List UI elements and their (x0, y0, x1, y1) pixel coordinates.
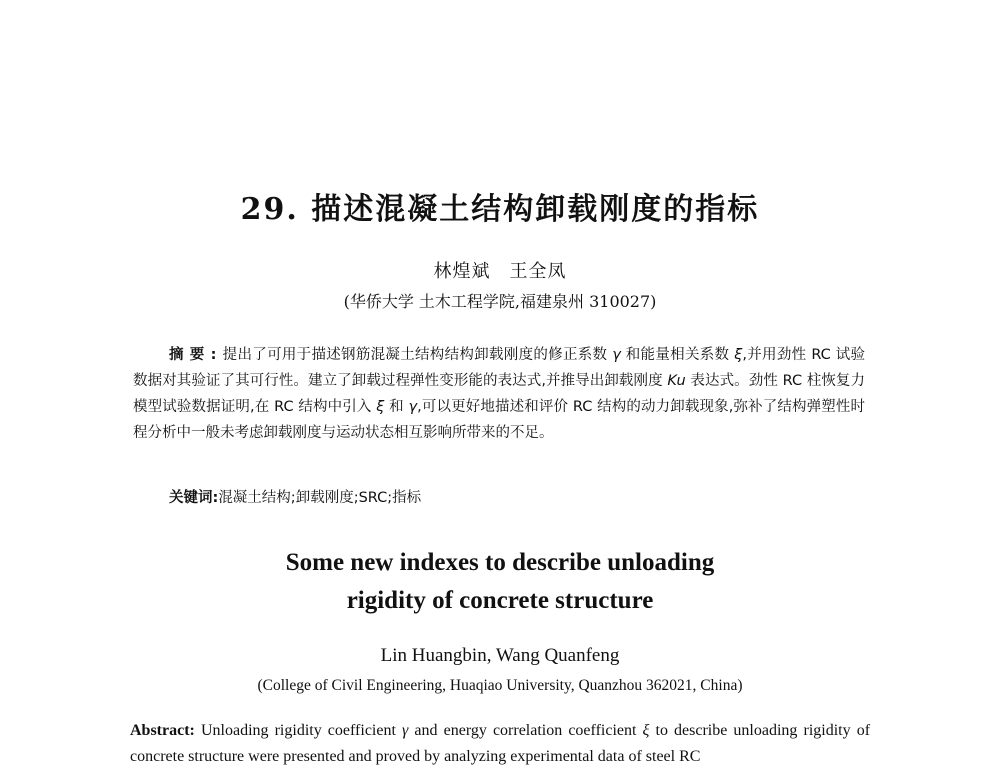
chinese-abstract-label: 摘要: (169, 347, 223, 363)
chinese-abstract-text-4: 表达式。劲性 RC 柱恢复力模型试验数据证明,在 RC 结构中引入 (133, 373, 866, 415)
symbol-xi: ξ (734, 347, 743, 363)
english-abstract (130, 718, 870, 770)
english-symbol-xi: ξ (642, 722, 650, 739)
english-affiliation: (College of Civil Engineering, Huaqiao University, Quanzhou 362021, China) (257, 677, 743, 694)
symbol-xi-2: ξ (376, 399, 385, 415)
chinese-abstract-text-3: ,并用劲性 RC 试验数据对其验证了其可行性。建立了卸载过程弹性变形能的表达式,并推导出卸载刚度 (133, 347, 866, 389)
chinese-title: 29. 描述混凝土结构卸载刚度的指标 (240, 192, 760, 227)
symbol-gamma: γ (612, 347, 621, 363)
english-title (0, 544, 1000, 620)
english-abstract-text-1: Unloading rigidity coefficient (200, 722, 396, 739)
chinese-keywords (169, 485, 869, 511)
english-authors: Lin Huangbin, Wang Quanfeng (380, 645, 620, 666)
english-abstract-text-2: and energy correlation coefficient (414, 722, 637, 739)
english-abstract-label: Abstract: (130, 722, 195, 739)
chinese-affiliation: (华侨大学 土木工程学院,福建泉州 310027) (343, 292, 657, 311)
chinese-keywords-text: 混凝土结构;卸载刚度;SRC;指标 (218, 490, 422, 506)
symbol-ku: Ku (667, 373, 686, 389)
english-title-line-1: Some new indexes to describe unloading (285, 549, 715, 576)
chinese-abstract-text-5: 和 (389, 399, 404, 415)
english-abstract-text-3: to describe unloading rigidity of concrete structure were presented and proved by analyzing experimental data of steel RC (130, 722, 871, 765)
symbol-gamma-2: γ (408, 399, 418, 415)
english-symbol-gamma: γ (402, 722, 409, 739)
chinese-authors: 林煌斌 王全凤 (433, 261, 567, 282)
english-title-line-2: rigidity of concrete structure (346, 587, 654, 614)
chinese-keywords-label: 关键词: (169, 490, 219, 506)
chinese-abstract-text-6: ,可以更好地描述和评价 RC 结构的动力卸载现象,弥补了结构弹塑性时程分析中一般未考虑卸载刚度与运动状态相互影响所带来的不足。 (133, 399, 866, 441)
chinese-abstract (133, 342, 865, 446)
chinese-abstract-text-1: 提出了可用于描述钢筋混凝土结构结构卸载刚度的修正系数 (222, 347, 608, 363)
chinese-abstract-text-2: 和能量相关系数 (625, 347, 730, 363)
